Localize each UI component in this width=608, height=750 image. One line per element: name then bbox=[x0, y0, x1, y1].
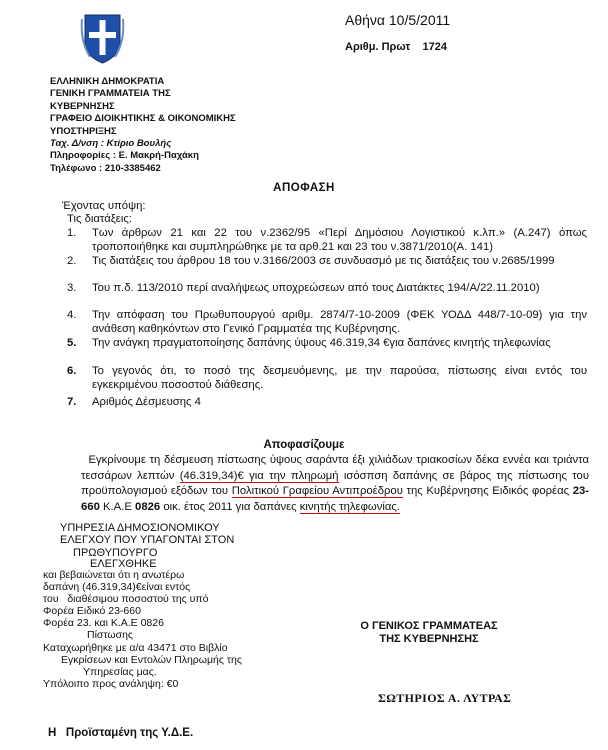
checked-label: ΕΛΕΓΧΘΗΚΕ bbox=[90, 558, 157, 570]
decision-text: οικ. έτος 2011 για δαπάνες bbox=[163, 500, 297, 513]
issuer-block bbox=[50, 76, 236, 175]
head-of-department: Η Προϊσταμένη της Υ.Δ.Ε. bbox=[48, 727, 194, 739]
item-number: 3. bbox=[67, 282, 77, 294]
decision-kae: 0826 bbox=[135, 500, 161, 513]
decision-paragraph bbox=[81, 453, 589, 515]
confirmation-line: και βεβαιώνεται ότι η ανωτέρω bbox=[43, 569, 185, 581]
item-number: 2. bbox=[67, 255, 77, 267]
signatory-name: ΣΩΤΗΡΙΟΣ Α. ΛΥΤΡΑΣ bbox=[378, 691, 512, 705]
confirmation-line: Υπηρεσίας μας. bbox=[83, 665, 157, 678]
item-number: 6. bbox=[67, 365, 77, 377]
issuer-line: ΕΛΛΗΝΙΚΗ ΔΗΜΟΚΡΑΤΙΑ bbox=[50, 76, 165, 87]
decision-text: Εγκρίνουμε τη δέσμευση πίστωσης ύψους σαράντα έξι χιλιάδων τριακοσίων δέκα εννέα και τριάντα τεσσάρων λεπτών bbox=[81, 454, 589, 482]
issuer-line: ΥΠΟΣΤΗΡΙΞΗΣ bbox=[50, 125, 117, 137]
item-number: 7. bbox=[67, 396, 77, 408]
secretary-title bbox=[358, 620, 500, 645]
item-text: Τις διατάξεις του άρθρου 18 του ν.3166/2003 σε συνδυασμό με τις διατάξεις του ν.2685/1999 bbox=[92, 255, 555, 267]
secretary-line: Ο ΓΕΝΙΚΟΣ ΓΡΑΜΜΑΤΕΑΣ bbox=[360, 620, 498, 632]
issuer-line: ΓΕΝΙΚΗ ΓΡΑΜΜΑΤΕΙΑ ΤΗΣ bbox=[50, 88, 171, 100]
issuer-line: ΓΡΑΦΕΙΟ ΔΙΟΙΚΗΤΙΚΗΣ & ΟΙΚΟΝΟΜΙΚΗΣ bbox=[50, 113, 236, 125]
preamble-having: Έχοντας υπόψη: bbox=[62, 200, 146, 212]
confirmation-line: δαπάνη (46.319,34)€είναι εντός bbox=[43, 581, 191, 594]
item-text: Αριθμός Δέσμευσης 4 bbox=[92, 396, 201, 408]
decision-agency: 23-660 bbox=[81, 485, 590, 513]
service-line: ΕΛΕΓΧΟΥ ΠΟΥ ΥΠΑΓΟΝΤΑΙ ΣΤΟΝ bbox=[60, 534, 235, 547]
confirmation-line: Καταχωρήθηκε με α/α 43471 στο Βιβλίο bbox=[43, 641, 228, 654]
confirmation-line: Υπόλοιπο προς ανάληψη: €0 bbox=[43, 677, 179, 690]
confirmation-line: Πίστωσης bbox=[87, 629, 133, 642]
decision-text: της Κυβέρνησης Ειδικός φορέας bbox=[406, 485, 570, 497]
item-text: Την απόφαση του Πρωθυπουργού αριθμ. 2874/7-10-2009 (ΦΕΚ ΥΟΔΔ 448/7-10-09) για την ανάθεση καθηκόντων στο Γενικό Γραμματέα της Κυβέρνησης. bbox=[92, 309, 587, 335]
item-number: 1. bbox=[67, 227, 77, 239]
document-date: Αθήνα 10/5/2011 bbox=[345, 12, 451, 28]
item-number: 5. bbox=[67, 337, 77, 349]
confirmation-block bbox=[43, 569, 242, 690]
service-line: ΠΡΩΘΥΠΟΥΡΓΟ bbox=[73, 546, 158, 559]
issuer-info: Πληροφορίες : Ε. Μακρή-Παχάκη bbox=[50, 150, 199, 162]
greek-emblem-icon bbox=[80, 11, 125, 66]
service-block bbox=[60, 522, 234, 559]
decision-text: ισόσπση δαπάνης σε βάρος της πίστωσης του προϋπολογισμού εξόδων του bbox=[81, 469, 589, 497]
confirmation-line: Φορέα Ειδικό 23-660 bbox=[43, 605, 141, 618]
item-text: Την ανάγκη πραγματοποίησης δαπάνης ύψους 46.319,34 €για δαπάνες κινητής τηλεφωνίας bbox=[92, 337, 551, 349]
item-text: Του π.δ. 113/2010 περί αναλήψεως υποχρεώσεων από τους Διατάκτες 194/Α/22.11.2010) bbox=[92, 282, 540, 294]
issuer-address: Ταχ. Δ/νση : Κτίριο Βουλής bbox=[50, 138, 172, 150]
issuer-phone: Τηλέφωνο : 210-3385462 bbox=[50, 162, 161, 174]
decision-office: Πολιτικού Γραφείου Αντιπροέδρου bbox=[231, 485, 403, 497]
protocol-number: Αριθμ. Πρωτ 1724 bbox=[345, 41, 447, 53]
issuer-line: ΚΥΒΕΡΝΗΣΗΣ bbox=[50, 100, 115, 112]
decision-text: Κ.Α.Ε bbox=[103, 500, 132, 513]
confirmation-line: Φορέα 23. και Κ.Α.Ε 0826 bbox=[43, 617, 164, 630]
service-line: ΥΠΗΡΕΣΙΑ ΔΗΜΟΣΙΟΝΟΜΙΚΟΥ bbox=[60, 522, 220, 534]
item-text: Το γεγονός ότι, το ποσό της δεσμευόμενης, με την παρούσα, πίστωσης είναι εντός του εγκεκριμένου ποσοστού διάθεσης. bbox=[92, 365, 587, 391]
preamble-provisions: Τις διατάξεις: bbox=[67, 213, 132, 225]
confirmation-line: Εγκρίσεων και Εντολών Πληρωμής της bbox=[61, 653, 242, 666]
item-text: Των άρθρων 21 και 22 του ν.2362/95 «Περί Δημόσιου Λογιστικού κ.λπ.» (Α.247) όπως τροποποιήθηκε και συμπληρώθηκε με τα αρθ.21 και 23 του ν.3871/2010(Α. 141) bbox=[92, 227, 587, 253]
page-title: ΑΠΟΦΑΣΗ bbox=[273, 182, 335, 194]
item-number: 4. bbox=[67, 309, 77, 321]
decision-title: Αποφασίζουμε bbox=[263, 439, 345, 451]
confirmation-line: του διαθέσιμου ποσοστού της υπό bbox=[43, 593, 209, 606]
decision-amount: (46.319,34)€ για την πληρωμή bbox=[179, 469, 339, 482]
decision-purpose: κινητής τηλεφωνίας. bbox=[299, 500, 401, 513]
secretary-line: ΤΗΣ ΚΥΒΕΡΝΗΣΗΣ bbox=[379, 632, 479, 645]
